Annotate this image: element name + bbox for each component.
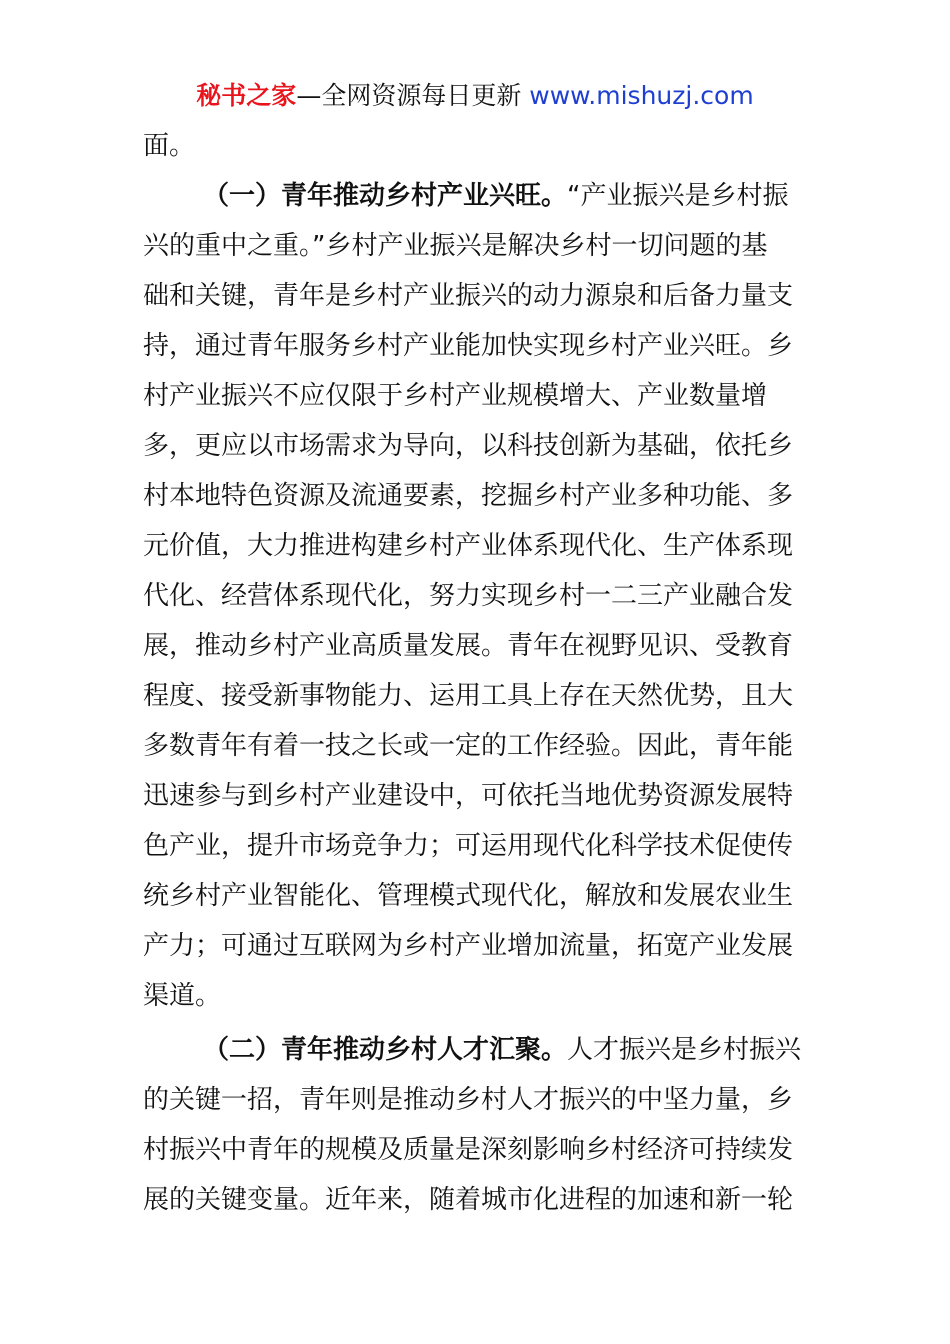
text-line: 持，通过青年服务乡村产业能加快实现乡村产业兴旺。乡: [143, 331, 794, 361]
section-1-lead-text: “产业振兴是乡村振: [567, 181, 789, 211]
text-line: 程度、接受新事物能力、运用工具上存在天然优势，且大: [143, 681, 794, 711]
text-line: 色产业，提升市场竞争力；可运用现代化科学技术促使传: [143, 831, 794, 861]
text-line: 展，推动乡村产业高质量发展。青年在视野见识、受教育: [143, 631, 794, 661]
site-tagline: —全网资源每日更新: [296, 81, 530, 110]
site-watermark-header: [0, 78, 950, 114]
text-line: 础和关键，青年是乡村产业振兴的动力源泉和后备力量支: [143, 281, 794, 311]
section-1-first-line: [143, 171, 807, 221]
text-line: 村产业振兴不应仅限于乡村产业规模增大、产业数量增: [143, 381, 768, 411]
section-2-heading: （二）青年推动乡村人才汇聚。: [203, 1035, 568, 1065]
site-url: www.mishuzj.com: [529, 81, 754, 110]
document-body: [143, 121, 807, 1225]
text-line: 迅速参与到乡村产业建设中，可依托当地优势资源发展特: [143, 781, 794, 811]
text-line: 村振兴中青年的规模及质量是深刻影响乡村经济可持续发: [143, 1135, 794, 1165]
section-1-heading: （一）青年推动乡村产业兴旺。: [203, 181, 568, 211]
site-brand: 秘书之家: [196, 81, 297, 110]
text-line: 元价值，大力推进构建乡村产业体系现代化、生产体系现: [143, 531, 794, 561]
text-line: 的关键一招，青年则是推动乡村人才振兴的中坚力量，乡: [143, 1085, 794, 1115]
text-line: 兴的重中之重。”乡村产业振兴是解决乡村一切问题的基: [143, 231, 768, 261]
text-line: 产力；可通过互联网为乡村产业增加流量，拓宽产业发展: [143, 931, 794, 961]
text-line: 统乡村产业智能化、管理模式现代化，解放和发展农业生: [143, 881, 794, 911]
section-2-first-line: [143, 1025, 807, 1075]
text-line: 多数青年有着一技之长或一定的工作经验。因此，青年能: [143, 731, 794, 761]
section-2-lead-text: 人才振兴是乡村振兴: [567, 1035, 802, 1065]
text-line: 代化、经营体系现代化，努力实现乡村一二三产业融合发: [143, 581, 794, 611]
text-line: 村本地特色资源及流通要素，挖掘乡村产业多种功能、多: [143, 481, 794, 511]
text-line: 面。: [143, 131, 196, 161]
text-line: 多，更应以市场需求为导向，以科技创新为基础，依托乡: [143, 431, 794, 461]
text-line: 渠道。: [143, 981, 222, 1011]
text-line: 展的关键变量。近年来，随着城市化进程的加速和新一轮: [143, 1185, 794, 1215]
